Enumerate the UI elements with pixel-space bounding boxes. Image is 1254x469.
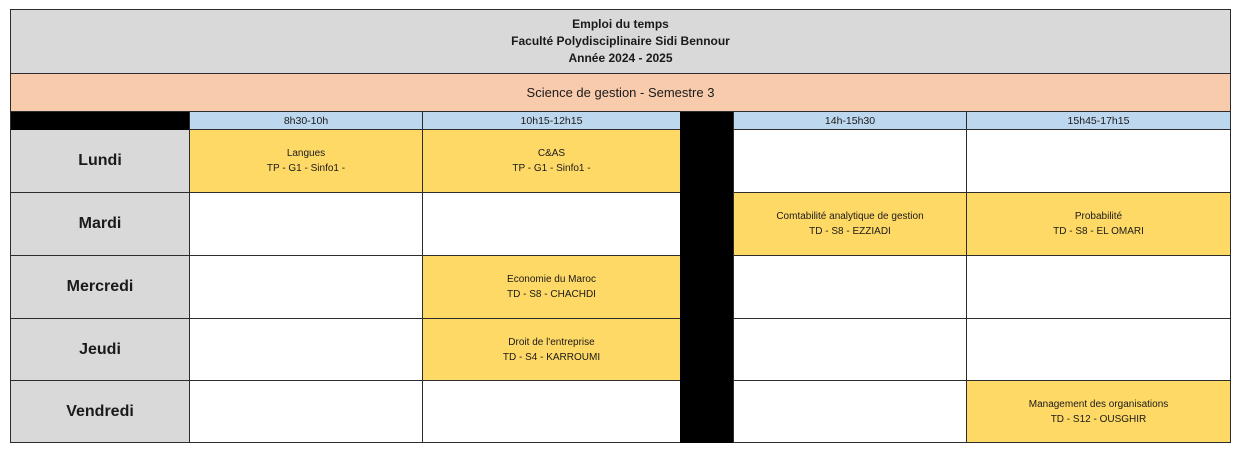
cell-vendredi-slot2	[422, 381, 680, 442]
timetable-title: Emploi du temps	[572, 17, 669, 31]
cell-jeudi-slot3	[733, 319, 966, 381]
cell-lundi-slot3	[733, 130, 966, 193]
cell-mercredi-slot1	[189, 256, 422, 319]
course-subject: Comtabilité analytique de gestion	[776, 211, 924, 222]
cell-lundi-slot4	[966, 130, 1230, 193]
cell-mardi-slot3	[733, 193, 966, 256]
course-detail: TD - S4 - KARROUMI	[502, 351, 601, 363]
cell-vendredi-slot3	[733, 381, 966, 442]
cell-vendredi-slot1	[189, 381, 422, 442]
course-detail: TD - S8 - CHACHDI	[507, 289, 596, 300]
day-vendredi: Vendredi	[11, 381, 189, 442]
cell-jeudi-slot4	[966, 319, 1230, 381]
course-subject: C&AS	[537, 148, 566, 159]
course-detail: TD - S12 - OUSGHIR	[1050, 413, 1147, 425]
course-detail: TP - G1 - Sinfo1 -	[266, 163, 346, 174]
day-lundi: Lundi	[11, 130, 189, 193]
course-subject: Management des organisations	[1028, 398, 1169, 410]
day-mardi: Mardi	[11, 193, 189, 256]
cell-mardi-slot2	[422, 193, 680, 256]
day-jeudi: Jeudi	[11, 319, 189, 381]
timetable	[10, 9, 1231, 443]
cell-mercredi-slot2	[422, 256, 680, 319]
course-detail: TD - S8 - EL OMARI	[1053, 226, 1144, 237]
slot-header-4: 15h45-17h15	[966, 112, 1230, 130]
cell-jeudi-slot2	[422, 319, 680, 381]
timetable-header	[11, 10, 1230, 74]
academic-year: Année 2024 - 2025	[568, 51, 673, 65]
cell-mardi-slot4	[966, 193, 1230, 256]
course-detail: TD - S8 - EZZIADI	[809, 226, 891, 237]
course-subject: Langues	[286, 148, 326, 159]
faculty-name: Faculté Polydisciplinaire Sidi Bennour	[511, 34, 730, 48]
slot-header-1: 8h30-10h	[189, 112, 422, 130]
course-detail: TP - G1 - Sinfo1 -	[512, 163, 591, 174]
cell-vendredi-slot4	[966, 381, 1230, 442]
lunch-break-column	[680, 112, 733, 443]
cell-lundi-slot1	[189, 130, 422, 193]
cell-jeudi-slot1	[189, 319, 422, 381]
corner-cell	[11, 112, 189, 130]
cell-mercredi-slot4	[966, 256, 1230, 319]
cell-mercredi-slot3	[733, 256, 966, 319]
cell-mardi-slot1	[189, 193, 422, 256]
course-subject: Economie du Maroc	[507, 274, 596, 285]
slot-header-2: 10h15-12h15	[422, 112, 680, 130]
slot-header-3: 14h-15h30	[733, 112, 966, 130]
course-subject: Probabilité	[1074, 211, 1123, 222]
course-subject: Droit de l'entreprise	[508, 336, 595, 348]
program-banner: Science de gestion - Semestre 3	[11, 74, 1230, 112]
day-mercredi: Mercredi	[11, 256, 189, 319]
cell-lundi-slot2	[422, 130, 680, 193]
